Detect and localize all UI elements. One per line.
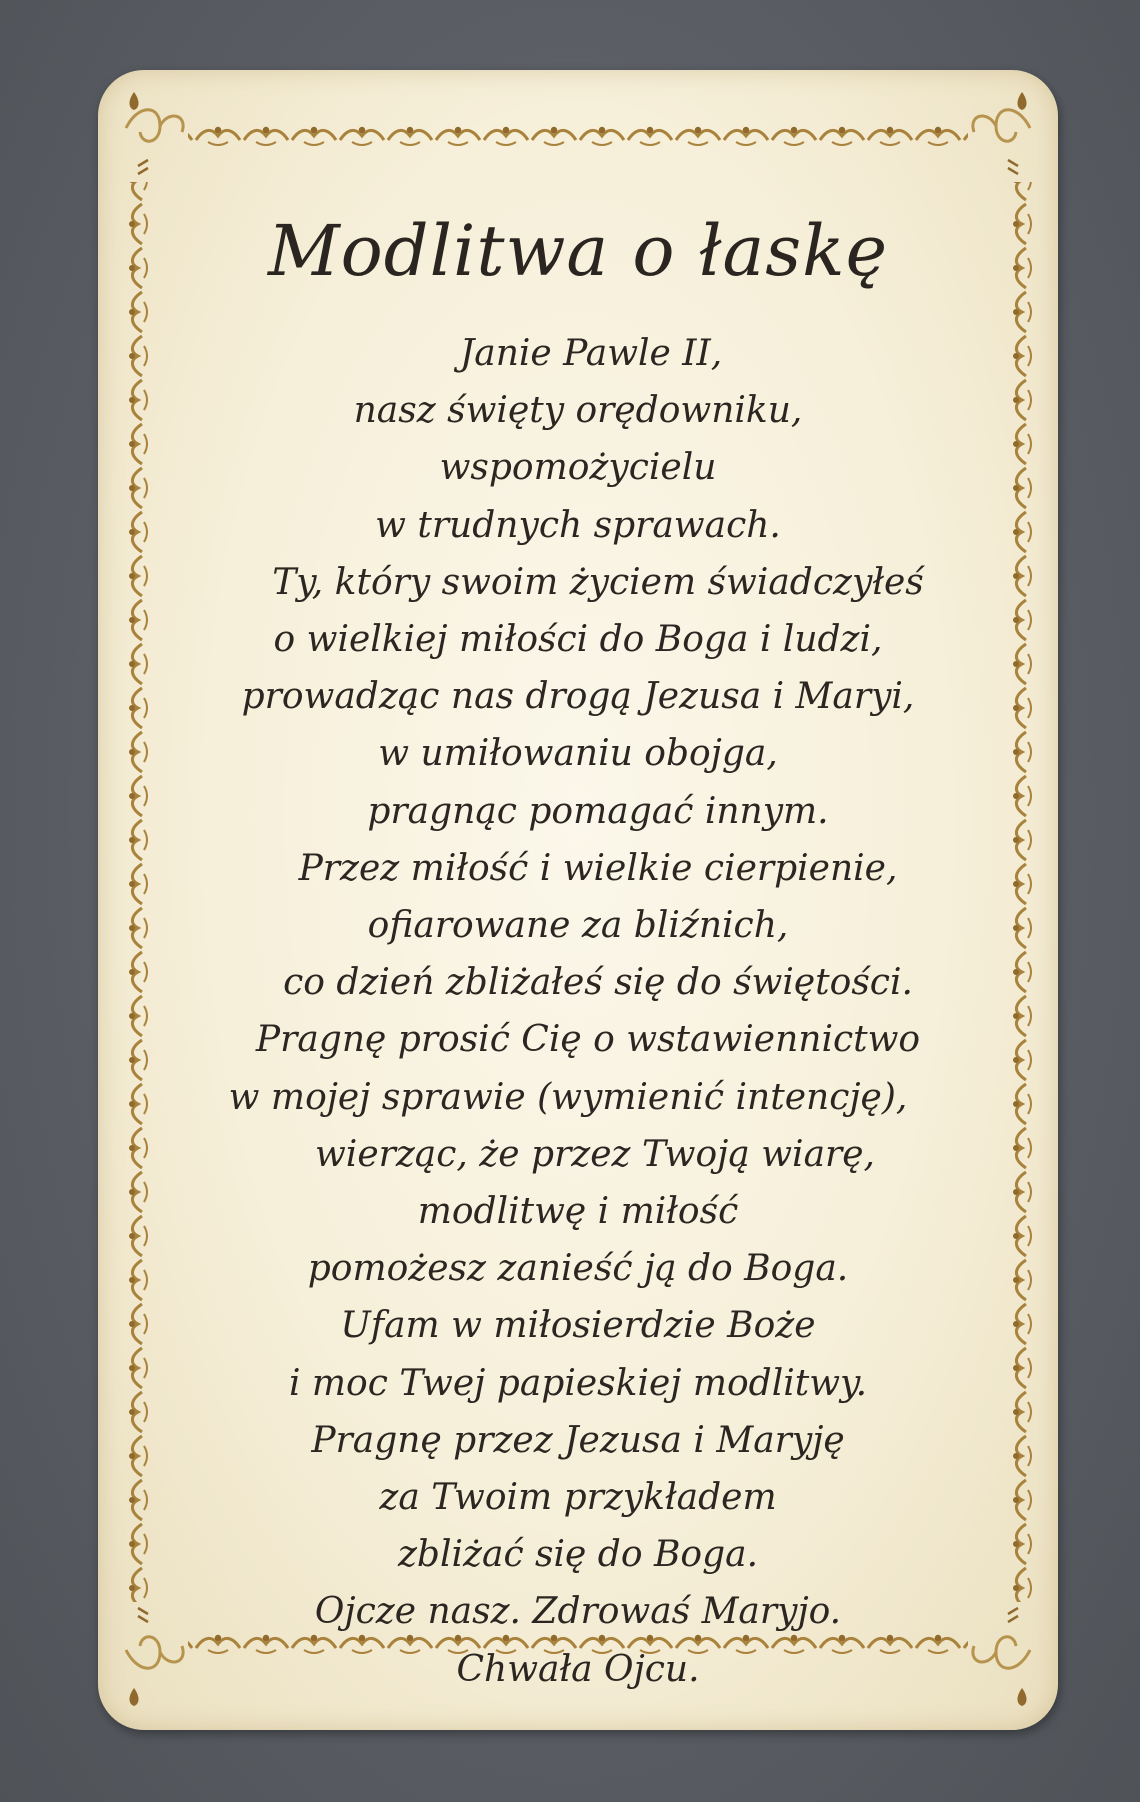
prayer-line: co dzień zbliżałeś się do świętości. — [283, 962, 913, 1004]
prayer-text — [218, 325, 938, 1698]
prayer-line: modlitwę i miłość — [417, 1191, 739, 1233]
prayer-title: Modlitwa o łaskę — [267, 210, 889, 292]
prayer-line: Janie Pawle II, — [459, 333, 723, 374]
prayer-line: Przez miłość i wielkie cierpienie, — [298, 847, 898, 889]
prayer-line: Chwała Ojcu. — [456, 1648, 700, 1690]
prayer-line: pomożesz zanieść ją do Boga. — [307, 1248, 849, 1290]
prayer-line: zbliżać się do Boga. — [397, 1534, 759, 1576]
prayer-card — [98, 70, 1058, 1730]
prayer-line: Pragnę prosić Cię o wstawiennictwo — [255, 1019, 921, 1061]
prayer-line: wierząc, że przez Twoją wiarę, — [314, 1133, 875, 1175]
prayer-line: prowadząc nas drogą Jezusa i Maryi, — [241, 676, 915, 718]
prayer-line: w trudnych sprawach. — [375, 504, 781, 546]
prayer-line: o wielkiej miłości do Boga i ludzi, — [273, 619, 883, 661]
prayer-line: w mojej sprawie (wymienić intencję), — [228, 1076, 908, 1118]
prayer-line: Ojcze nasz. Zdrowaś Maryjo. — [314, 1591, 842, 1633]
prayer-line: Ufam w miłosierdzie Boże — [340, 1305, 816, 1347]
prayer-line: ofiarowane za bliźnich, — [367, 905, 789, 947]
prayer-line: Pragnę przez Jezusa i Maryję — [311, 1419, 845, 1461]
prayer-line: pragnąc pomagać innym. — [367, 790, 829, 832]
prayer-line: Ty, który swoim życiem świadczyłeś — [272, 561, 924, 603]
prayer-line: nasz święty orędowniku, — [353, 390, 803, 432]
prayer-line: wspomożycielu — [439, 447, 717, 489]
prayer-line: w umiłowaniu obojga, — [378, 733, 778, 775]
prayer-line: za Twoim przykładem — [379, 1477, 777, 1519]
prayer-line: i moc Twej papieskiej modlitwy. — [288, 1362, 868, 1404]
